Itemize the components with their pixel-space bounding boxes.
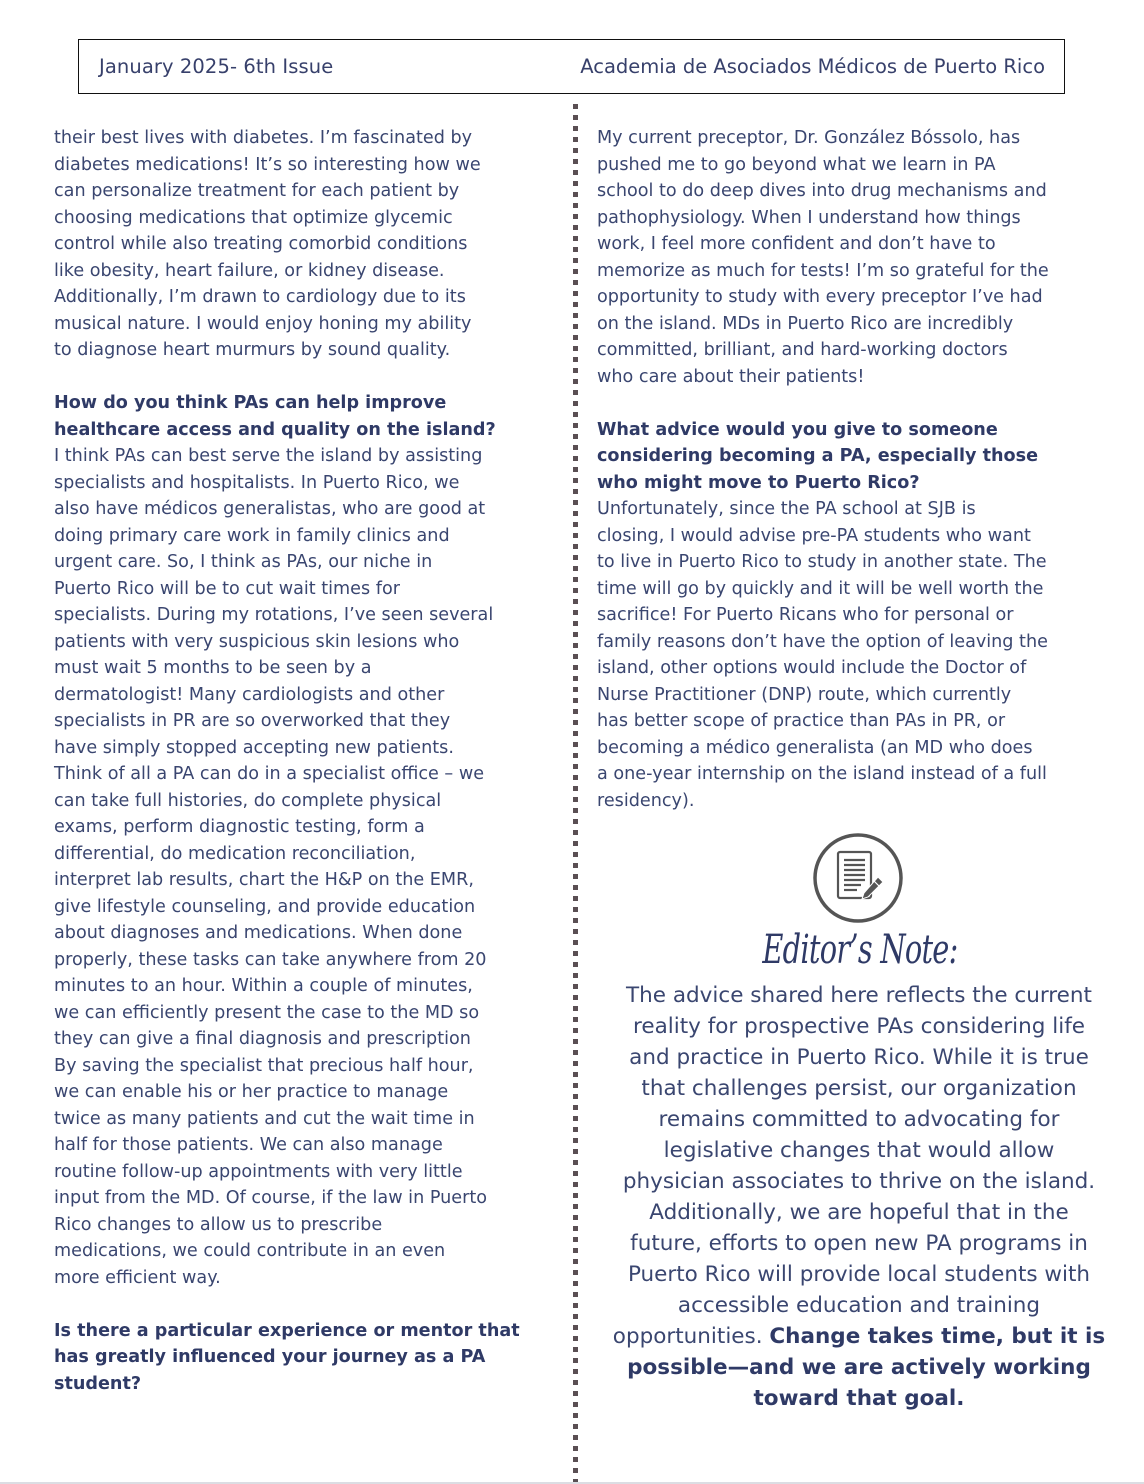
text-line: who care about their patients! <box>597 366 865 387</box>
text-line: committed, brilliant, and hard-working doctors <box>597 340 1008 360</box>
text-line: work, I feel more confident and don’t have to <box>597 234 996 254</box>
editor-note-line: legislative changes that would allow <box>663 1138 1055 1163</box>
text-line: residency). <box>597 790 695 811</box>
text-line: a one-year internship on the island instead of a full <box>597 764 1047 784</box>
editor-note-line <box>600 1321 1118 1352</box>
text-line: like obesity, heart failure, or kidney disease. <box>54 260 445 281</box>
text-line: medications, we could contribute in an even <box>54 1241 446 1261</box>
editor-note-text: opportunities. <box>612 1324 770 1349</box>
text-line: My current preceptor, Dr. González Bóssolo, has <box>597 128 1021 148</box>
text-line: we can efficiently present the case to the MD so <box>54 1002 480 1023</box>
intro-paragraph <box>54 125 564 364</box>
editor-note-emphasis: toward that goal. <box>753 1386 965 1411</box>
text-line: becoming a médico generalista (an MD who does <box>597 737 1033 758</box>
editor-note-line: and practice in Puerto Rico. While it is true <box>629 1045 1089 1070</box>
text-line: input from the MD. Of course, if the law in Puerto <box>54 1188 487 1208</box>
editor-note-line: physician associates to thrive on the island. <box>622 1169 1096 1194</box>
text-line: also have médicos generalistas, who are good at <box>54 499 486 519</box>
text-line: school to do deep dives into drug mechanisms and <box>597 181 1047 201</box>
text-line: urgent care. So, I think as PAs, our niche in <box>54 552 433 572</box>
editor-note-line: future, efforts to open new PA programs in <box>630 1231 1088 1256</box>
text-line: has better scope of practice than PAs in PR, or <box>597 711 1006 731</box>
editor-note-line: remains committed to advocating for <box>658 1107 1060 1132</box>
issue-label: January 2025- 6th Issue <box>99 55 334 78</box>
text-line: their best lives with diabetes. I’m fascinated by <box>54 128 473 148</box>
text-line: I think PAs can best serve the island by assisting <box>54 446 483 466</box>
text-line: have simply stopped accepting new patients. <box>54 737 454 758</box>
question-line: healthcare access and quality on the island? <box>54 419 496 440</box>
text-line: sacrifice! For Puerto Ricans who for personal or <box>597 605 1014 625</box>
text-line: patients with very suspicious skin lesions who <box>54 631 460 652</box>
text-line: must wait 5 months to be seen by a <box>54 658 372 678</box>
text-line: pathophysiology. When I understand how things <box>597 207 1021 228</box>
text-line: diabetes medications! It’s so interesting how we <box>54 154 481 175</box>
question-line: What advice would you give to someone <box>597 419 998 440</box>
text-line: island, other options would include the Doctor of <box>597 658 1027 678</box>
text-line: memorize as much for tests! I’m so grateful for the <box>597 260 1049 281</box>
text-line: to diagnose heart murmurs by sound quality. <box>54 340 451 360</box>
text-line: half for those patients. We can also manage <box>54 1135 443 1155</box>
editor-note-title: Editor’s Note: <box>762 927 958 973</box>
text-line: Rico changes to allow us to prescribe <box>54 1214 383 1235</box>
text-line: pushed me to go beyond what we learn in PA <box>597 154 996 175</box>
text-line: family reasons don’t have the option of leaving the <box>597 631 1048 652</box>
text-line: control while also treating comorbid conditions <box>54 234 468 254</box>
question-advice <box>597 417 1127 497</box>
text-line: Additionally, I’m drawn to cardiology due to its <box>54 287 466 307</box>
question-line: has greatly influenced your journey as a PA <box>54 1347 486 1367</box>
text-line: time will go by quickly and it will be well worth the <box>597 578 1044 599</box>
organization-name: Academia de Asociados Médicos de Puerto Rico <box>580 55 1045 78</box>
text-line: exams, perform diagnostic testing, form a <box>54 817 425 837</box>
column-divider <box>573 104 578 1484</box>
question-mentor <box>54 1318 564 1398</box>
text-line: can personalize treatment for each patient by <box>54 181 460 201</box>
text-line: they can give a final diagnosis and prescription <box>54 1029 471 1049</box>
text-line: differential, do medication reconciliation, <box>54 843 416 864</box>
text-line: dermatologist! Many cardiologists and other <box>54 684 445 705</box>
text-line: opportunity to study with every preceptor I’ve had <box>597 287 1043 307</box>
text-line: closing, I would advise pre-PA students who want <box>597 525 1031 546</box>
newsletter-header <box>78 39 1065 94</box>
right-column <box>597 125 1127 814</box>
editor-note-line: The advice shared here reflects the current <box>626 983 1092 1008</box>
editor-note-line: Puerto Rico will provide local students with <box>627 1262 1091 1287</box>
text-line: specialists. During my rotations, I’ve seen several <box>54 605 494 625</box>
text-line: specialists and hospitalists. In Puerto Rico, we <box>54 472 460 493</box>
text-line: about diagnoses and medications. When done <box>54 923 463 943</box>
text-line: minutes to an hour. Within a couple of minutes, <box>54 976 473 996</box>
text-line: musical nature. I would enjoy honing my ability <box>54 313 472 334</box>
text-line: give lifestyle counseling, and provide education <box>54 896 476 917</box>
text-line: By saving the specialist that precious half hour, <box>54 1055 474 1076</box>
answer-advice <box>597 496 1127 814</box>
left-column <box>54 125 564 1397</box>
text-line: on the island. MDs in Puerto Rico are incredibly <box>597 313 1014 334</box>
text-line: we can enable his or her practice to manage <box>54 1082 449 1102</box>
text-line: more efficient way. <box>54 1267 221 1288</box>
question-line: How do you think PAs can help improve <box>54 393 447 413</box>
text-line: Nurse Practitioner (DNP) route, which currently <box>597 684 1012 705</box>
paragraph-spacer <box>54 364 564 391</box>
editor-note-line: that challenges persist, our organization <box>641 1076 1077 1101</box>
text-line: properly, these tasks can take anywhere from 20 <box>54 949 487 970</box>
text-line: Think of all a PA can do in a specialist office – we <box>54 764 485 784</box>
editor-note-body <box>600 980 1118 1414</box>
editor-note-line: accessible education and training <box>677 1293 1041 1318</box>
text-line: choosing medications that optimize glycemic <box>54 207 453 228</box>
document-pencil-icon <box>812 832 904 924</box>
text-line: doing primary care work in family clinics and <box>54 525 450 546</box>
text-line: Puerto Rico will be to cut wait times for <box>54 578 400 599</box>
paragraph-spacer <box>54 1291 564 1318</box>
question-line: who might move to Puerto Rico? <box>597 472 920 493</box>
paragraph-spacer <box>597 390 1127 417</box>
text-line: specialists in PR are so overworked that they <box>54 711 451 731</box>
text-line: Unfortunately, since the PA school at SJB is <box>597 499 976 519</box>
question-line: Is there a particular experience or mentor that <box>54 1320 520 1341</box>
question-healthcare-access <box>54 390 564 443</box>
answer-mentor <box>597 125 1127 390</box>
question-line: considering becoming a PA, especially those <box>597 446 1039 466</box>
text-line: can take full histories, do complete physical <box>54 790 442 811</box>
editor-note-emphasis: Change takes time, but it is <box>769 1324 1106 1349</box>
editor-note-line: Additionally, we are hopeful that in the <box>649 1200 1069 1225</box>
answer-healthcare-access <box>54 443 564 1291</box>
text-line: interpret lab results, chart the H&P on the EMR, <box>54 870 474 890</box>
text-line: twice as many patients and cut the wait time in <box>54 1108 475 1129</box>
text-line: to live in Puerto Rico to study in another state. The <box>597 552 1047 572</box>
question-line: student? <box>54 1373 142 1394</box>
editor-note-line: reality for prospective PAs considering life <box>632 1014 1085 1039</box>
editor-note-emphasis: possible—and we are actively working <box>627 1355 1091 1380</box>
text-line: routine follow-up appointments with very little <box>54 1161 463 1182</box>
